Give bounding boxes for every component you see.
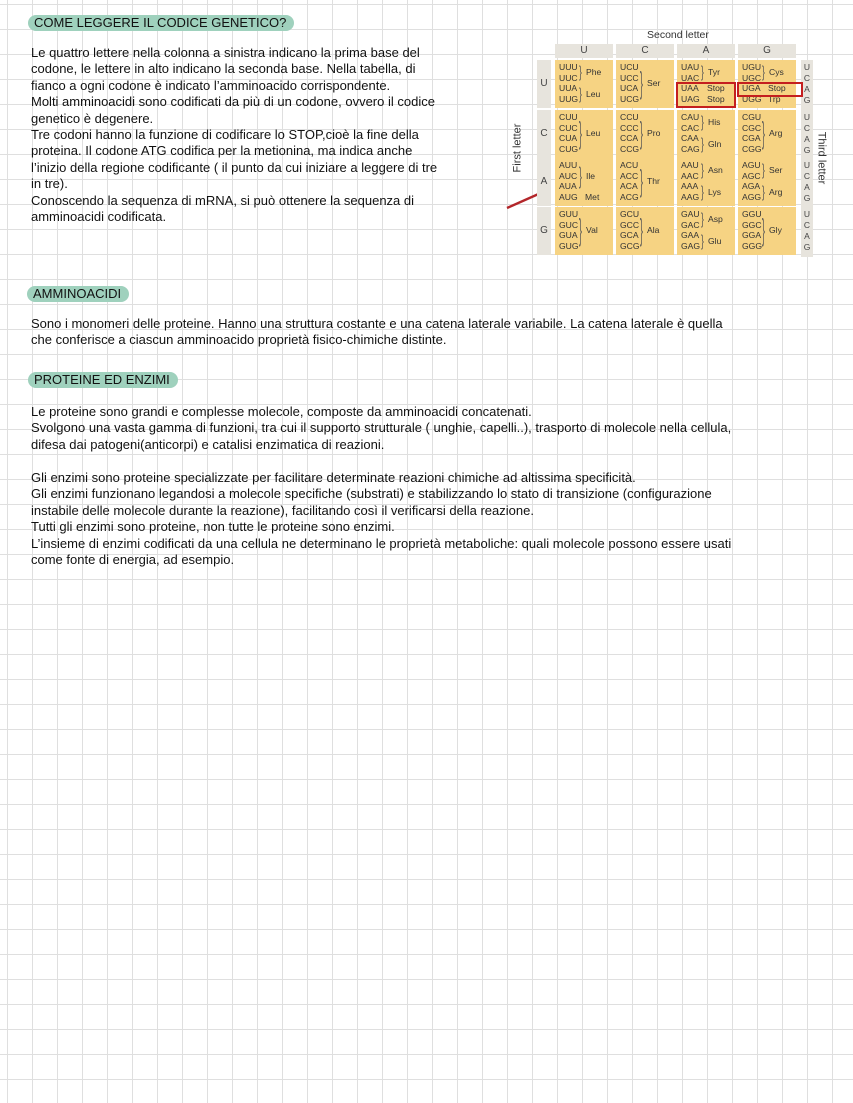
codon-label: UAC <box>681 72 700 83</box>
paragraph-line: che conferisce a ciascun amminoacido proprietà fisico-chimiche distinte. <box>31 332 447 348</box>
third-base-letter: G <box>803 95 811 105</box>
second-base-header: C <box>616 44 674 58</box>
codon-label: GCU <box>620 209 640 219</box>
brace-icon: } <box>762 114 765 151</box>
codon-label: GAA <box>681 230 700 241</box>
enzymes-paragraph <box>31 470 731 568</box>
codon-label: CUC <box>559 122 578 133</box>
third-base-letter: G <box>803 145 811 155</box>
proteins-paragraph <box>31 404 731 453</box>
codon-label: AAA <box>681 181 699 192</box>
codon-label: GUU <box>559 209 579 219</box>
codon-label: GCC <box>620 219 640 230</box>
stop-codon-highlight <box>737 82 803 97</box>
amino-acid-label: Stop <box>707 93 725 104</box>
brace-icon: } <box>579 84 582 103</box>
third-base-letter: G <box>803 242 811 252</box>
codon-label: GUG <box>559 240 579 251</box>
third-base-letter: A <box>804 134 810 144</box>
paragraph-line: Le proteine sono grandi e complesse molecole, composte da amminoacidi concatenati. <box>31 404 532 419</box>
brace-icon: } <box>762 63 765 82</box>
paragraph-line: L’insieme di enzimi codificati da una cellula ne determinano le proprietà metaboliche: quali molecole possono essere usati <box>31 535 732 551</box>
paragraph-line: Sono i monomeri delle proteine. Hanno una struttura costante e una catena laterale variabile. La catena laterale è quella <box>31 316 723 331</box>
third-base-header <box>801 207 813 257</box>
codon-label: GGU <box>742 209 762 219</box>
amino-acid-label: Glu <box>708 235 722 246</box>
brace-icon: } <box>762 161 765 180</box>
paragraph-line: codone, le lettere in alto indicano la seconda base. Nella tabella, di <box>31 61 416 77</box>
amino-acid-label: Pro <box>647 127 661 138</box>
first-letter-label: First letter <box>511 123 524 173</box>
first-base-header: A <box>537 158 551 206</box>
paragraph-line: in tre). <box>31 176 68 192</box>
codon-label: AUA <box>559 181 577 192</box>
paragraph-line: amminoacidi codificata. <box>31 209 167 225</box>
codon-label: UCC <box>620 72 639 83</box>
codon-label: GGC <box>742 219 762 230</box>
codon-label: AAG <box>681 191 700 202</box>
amino-acid-label: Ser <box>769 165 783 176</box>
codon-label: GAU <box>681 209 700 219</box>
codon-label: GCG <box>620 240 640 251</box>
amino-acid-label: Arg <box>769 186 783 197</box>
amino-acid-label: Ala <box>647 224 660 235</box>
codon-label: UAA <box>681 83 699 94</box>
codon-label: AUC <box>559 170 578 181</box>
codon-label: UGG <box>742 93 762 104</box>
third-base-header <box>801 158 813 208</box>
paragraph-line: Le quattro lettere nella colonna a sinistra indicano la prima base del <box>31 45 420 60</box>
paragraph-line: Molti amminoacidi sono codificati da più di un codone, ovvero il codice <box>31 94 435 110</box>
codon-label: CUU <box>559 112 578 122</box>
paragraph-line: proteina. Il codone ATG codifica per la metionina, ma indica anche <box>31 143 413 159</box>
third-letter-label: Third letter <box>815 131 828 185</box>
codon-label: CCU <box>620 112 639 122</box>
codon-label: CCA <box>620 133 639 144</box>
brace-icon: } <box>762 182 765 201</box>
brace-icon: } <box>701 210 704 229</box>
paragraph-line: Svolgono una vasta gamma di funzioni, tra cui il supporto strutturale ( unghie, capelli..), trasporto di molecole nella cellula, <box>31 420 732 436</box>
codon-label: GAC <box>681 219 700 230</box>
amino-acid-label: Stop <box>768 83 786 94</box>
paragraph-line: instabile delle molecole durante la reazione), facilitando così il verificarsi della reazione. <box>31 502 534 518</box>
codon-label: UGC <box>742 72 762 83</box>
third-base-letter: A <box>804 231 810 241</box>
codon-label: CAC <box>681 122 700 133</box>
paragraph-line: fianco a ogni codone è indicato l’amminoacido corrispondente. <box>31 77 391 93</box>
codon-label: UCG <box>620 93 640 104</box>
second-base-header: U <box>555 44 613 58</box>
codon-label: UAG <box>681 93 700 104</box>
first-base-header: C <box>537 110 551 158</box>
third-base-letter: C <box>803 123 811 133</box>
codon-label: AUU <box>559 160 578 170</box>
codon-label: CAU <box>681 112 700 122</box>
amino-acid-label: Cys <box>769 67 784 78</box>
amino-acid-label: Arg <box>769 127 783 138</box>
codon-label: GUC <box>559 219 579 230</box>
third-base-letter: A <box>804 84 810 94</box>
brace-icon: } <box>579 161 582 189</box>
paragraph-line: difesa dai patogeni(anticorpi) e catalisi enzimatica di reazioni. <box>31 436 385 452</box>
brace-icon: } <box>762 211 765 248</box>
codon-label: GGA <box>742 230 762 241</box>
codon-label: AGU <box>742 160 761 170</box>
codon-label: CAA <box>681 133 699 144</box>
codon-label: GCA <box>620 230 639 241</box>
amino-acid-label: Gln <box>708 138 722 149</box>
brace-icon: } <box>701 63 704 82</box>
codon-table-figure <box>505 24 828 256</box>
amino-acid-label: Asp <box>708 214 723 225</box>
first-base-header: G <box>537 207 551 255</box>
codon-label: ACA <box>620 181 638 192</box>
codon-label: CCG <box>620 143 640 154</box>
amino-acid-label: Met <box>585 191 600 202</box>
third-base-letter: G <box>803 193 811 203</box>
codon-label: ACU <box>620 160 639 170</box>
brace-icon: } <box>579 114 582 151</box>
brace-icon: } <box>640 64 643 101</box>
codon-label: AGC <box>742 170 761 181</box>
paragraph-line: come fonte di energia, ad esempio. <box>31 552 235 568</box>
amino-acid-label: Leu <box>586 88 601 99</box>
codon-label: CGU <box>742 112 762 122</box>
codon-label: CUA <box>559 133 578 144</box>
paragraph-line: genetico è degenere. <box>31 110 154 126</box>
stop-codon-highlight <box>676 82 736 108</box>
brace-icon: } <box>640 114 643 151</box>
codon-label: CGA <box>742 133 761 144</box>
third-base-letter: U <box>803 209 811 219</box>
third-base-letter: C <box>803 220 811 230</box>
codon-label: CGG <box>742 143 762 154</box>
third-base-letter: C <box>803 73 811 83</box>
third-base-letter: U <box>803 160 811 170</box>
amino-acids-paragraph <box>31 316 723 349</box>
third-base-header <box>801 110 813 160</box>
amino-acid-label: Val <box>586 224 598 235</box>
codon-label: CAG <box>681 143 700 154</box>
codon-label: CCC <box>620 122 639 133</box>
codon-label: GUA <box>559 230 578 241</box>
codon-label: AAC <box>681 170 699 181</box>
codon-label: UGU <box>742 62 762 72</box>
brace-icon: } <box>701 182 704 201</box>
paragraph-line: Tutti gli enzimi sono proteine, non tutte le proteine sono enzimi. <box>31 519 395 535</box>
amino-acid-label: Thr <box>647 175 660 186</box>
amino-acid-label: Asn <box>708 165 723 176</box>
amino-acid-label: Phe <box>586 67 602 78</box>
brace-icon: } <box>579 63 582 82</box>
third-base-letter: U <box>803 112 811 122</box>
codon-label: UUG <box>559 93 579 104</box>
arrow-icon <box>503 184 563 224</box>
amino-acid-label: Ser <box>647 77 661 88</box>
codon-label: ACG <box>620 191 639 202</box>
amino-acid-label: Tyr <box>708 67 720 78</box>
section-title-amino-acids: AMMINOACIDI <box>27 286 129 302</box>
second-base-header: G <box>738 44 796 58</box>
codon-label: UAU <box>681 62 700 72</box>
paragraph-line: Gli enzimi funzionano legandosi a molecole specifiche (substrati) e stabilizzando lo stato di transizione (configurazione <box>31 486 712 502</box>
amino-acid-label: Ile <box>586 170 596 181</box>
codon-label: CGC <box>742 122 762 133</box>
codon-label: UUA <box>559 83 578 94</box>
codon-label: CUG <box>559 143 579 154</box>
codon-label: AGA <box>742 181 761 192</box>
second-base-header: A <box>677 44 735 58</box>
codon-label: ACC <box>620 170 639 181</box>
brace-icon: } <box>701 134 704 153</box>
third-base-letter: C <box>803 171 811 181</box>
brace-icon: } <box>701 113 704 132</box>
codon-label: UCU <box>620 62 639 72</box>
brace-icon: } <box>640 162 643 199</box>
brace-icon: } <box>640 211 643 248</box>
codon-label: UGA <box>742 83 761 94</box>
codon-label: AUG <box>559 191 578 202</box>
amino-acid-label: Gly <box>769 224 782 235</box>
brace-icon: } <box>701 231 704 250</box>
brace-icon: } <box>701 161 704 180</box>
section-title-genetic-code: COME LEGGERE IL CODICE GENETICO? <box>28 15 294 31</box>
paragraph-line: Tre codoni hanno la funzione di codificare lo STOP,cioè la fine della <box>31 127 419 143</box>
paragraph-line: Gli enzimi sono proteine specializzate per facilitare determinate reazioni chimiche ad altissima specificità. <box>31 470 636 485</box>
codon-label: UUU <box>559 62 578 72</box>
codon-label: AGG <box>742 191 762 202</box>
second-letter-label: Second letter <box>647 29 709 41</box>
third-base-letter: A <box>804 182 810 192</box>
paragraph-line: Conoscendo la sequenza di mRNA, si può ottenere la sequenza di <box>31 192 415 208</box>
amino-acid-label: Trp <box>768 93 781 104</box>
first-base-header: U <box>537 60 551 108</box>
codon-label: UUC <box>559 72 578 83</box>
amino-acid-label: Lys <box>708 186 722 197</box>
third-base-letter: U <box>803 62 811 72</box>
section-title-proteins-enzymes: PROTEINE ED ENZIMI <box>28 372 178 388</box>
amino-acid-label: Leu <box>586 127 601 138</box>
amino-acid-label: Stop <box>707 83 725 94</box>
genetic-code-paragraph <box>31 45 437 225</box>
codon-label: UCA <box>620 83 639 94</box>
amino-acid-label: His <box>708 117 721 128</box>
paragraph-line: l’inizio della regione codificante ( il punto da cui iniziare a leggere di tre <box>31 159 438 175</box>
codon-label: GAG <box>681 240 701 251</box>
codon-label: AAU <box>681 160 699 170</box>
brace-icon: } <box>579 211 582 248</box>
codon-label: GGG <box>742 240 763 251</box>
